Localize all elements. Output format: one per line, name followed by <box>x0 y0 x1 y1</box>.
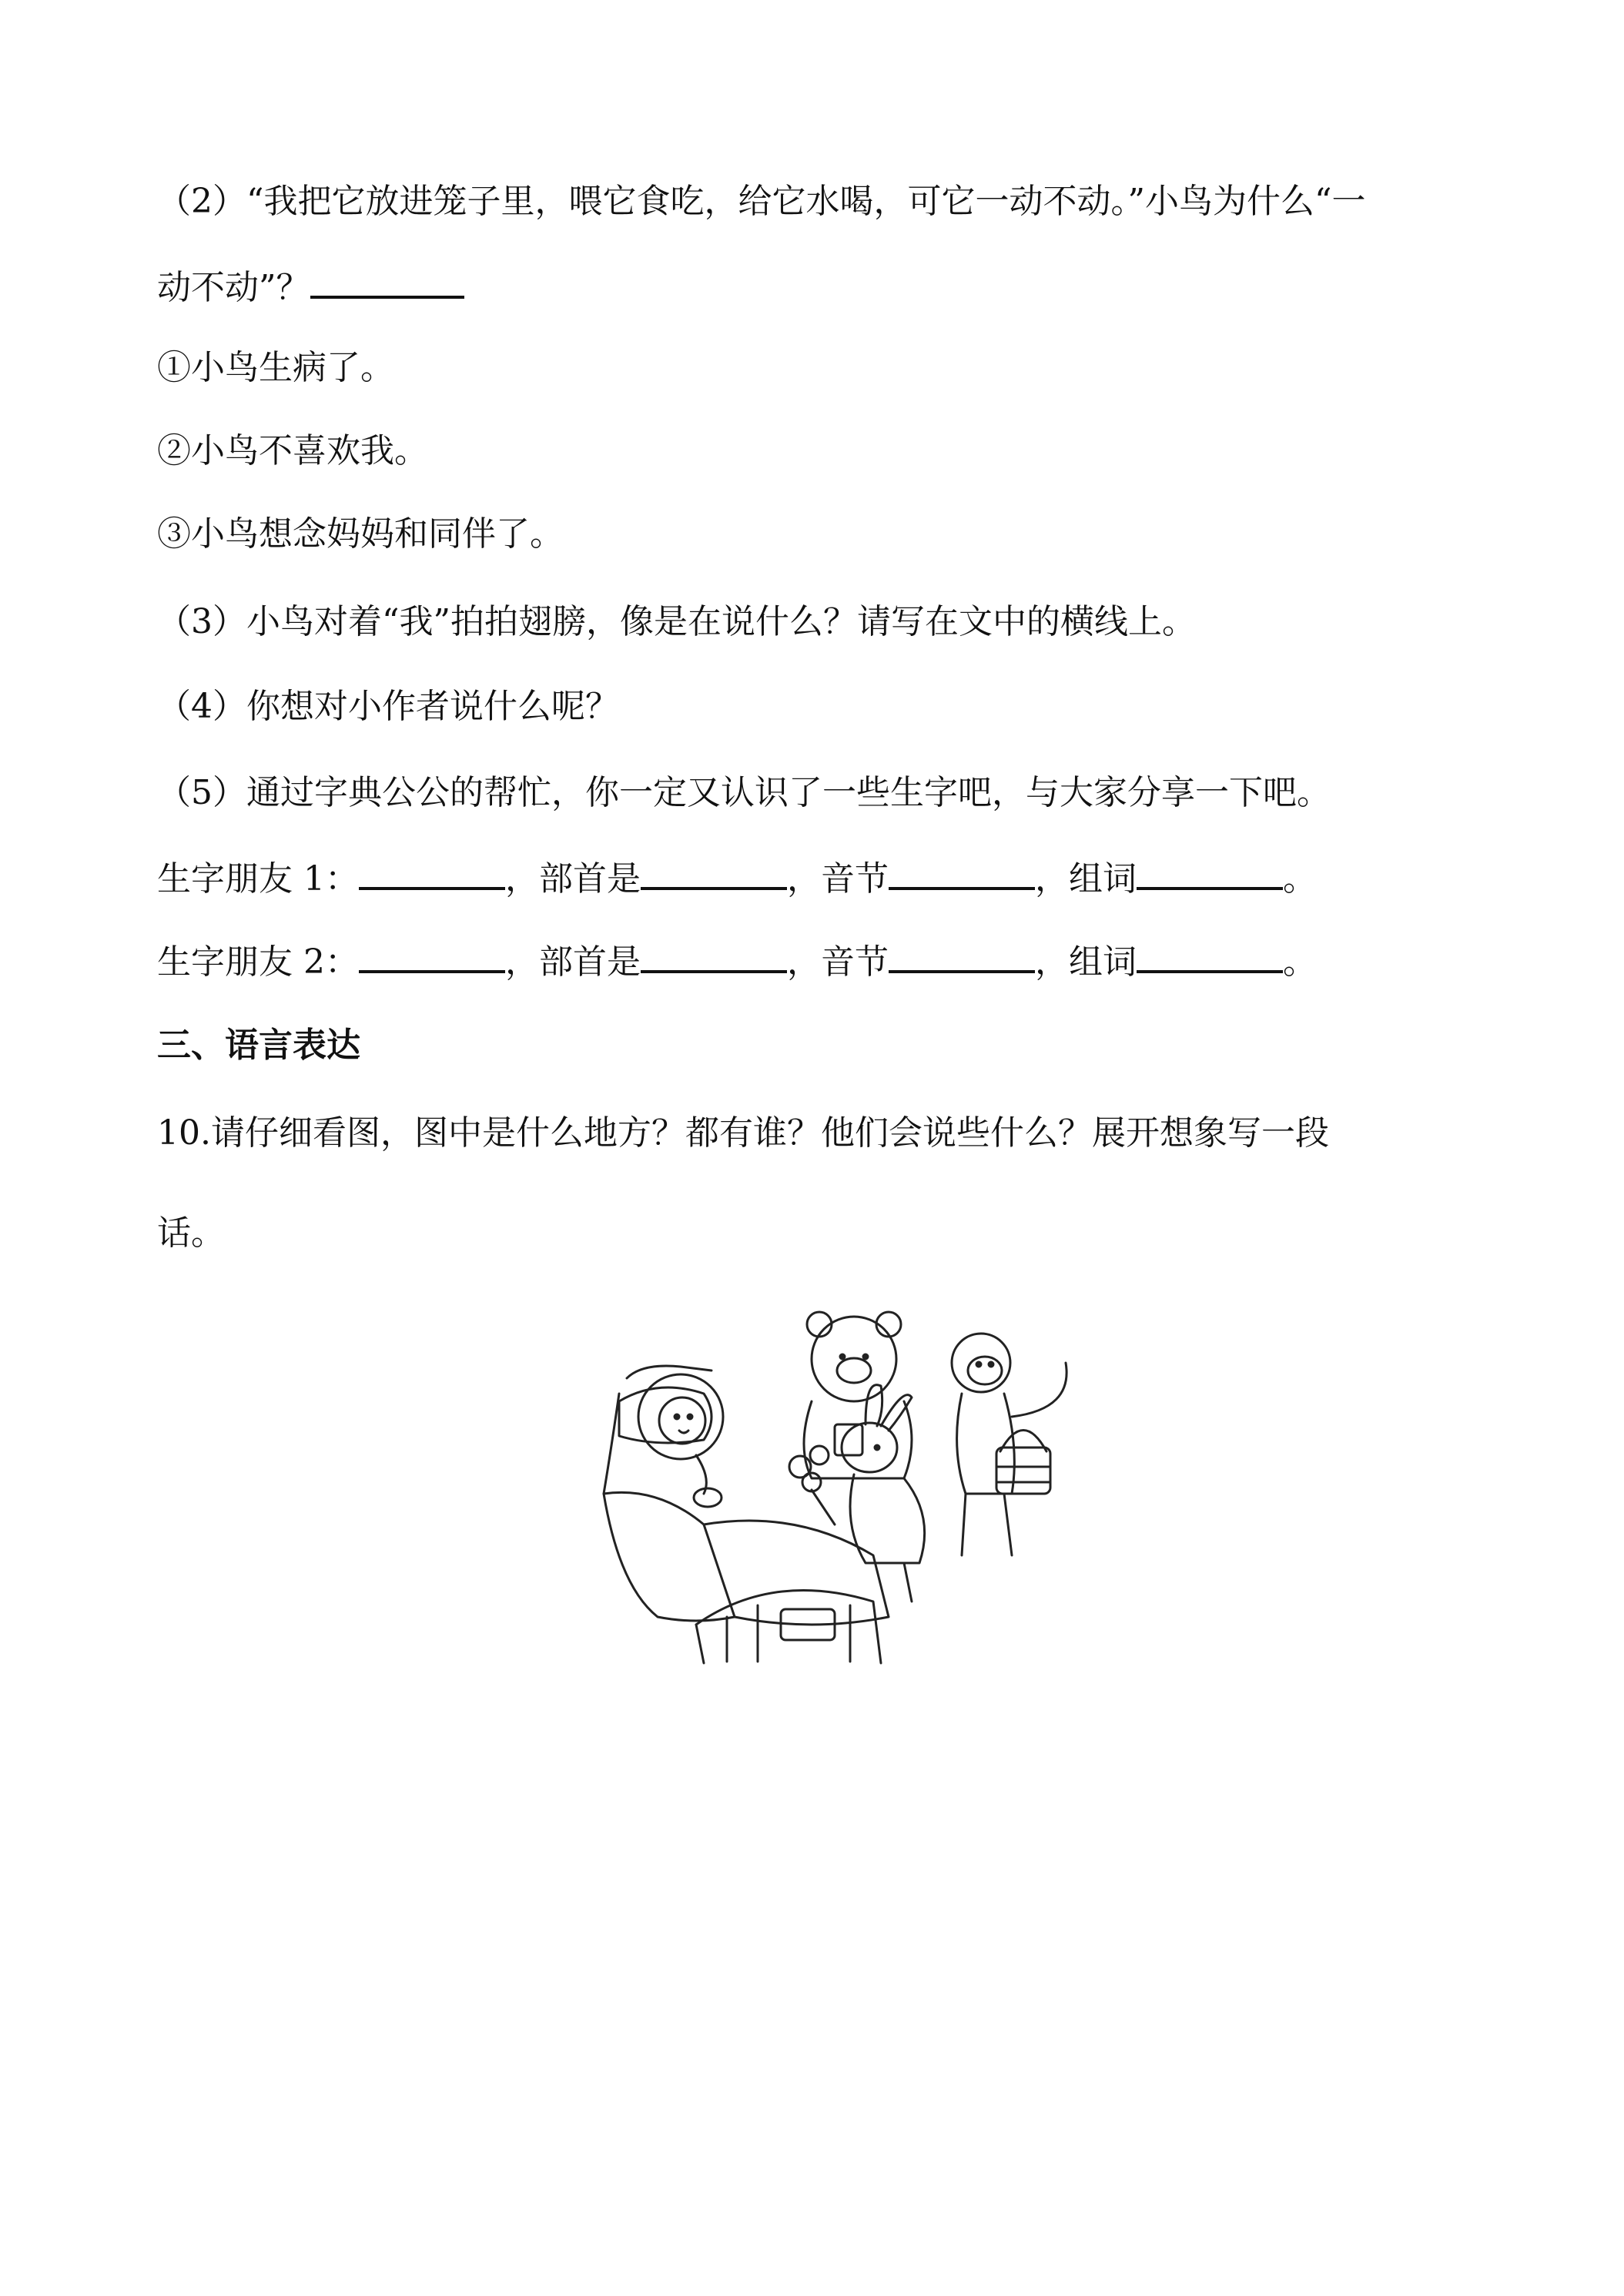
q2-line1: （2）“我把它放进笼子里，喂它食吃，给它水喝，可它一动不动。”小鸟为什么“一 <box>157 182 1366 221</box>
radical-label: ，部首是 <box>504 859 641 899</box>
hospital-visit-illustration <box>504 1294 1120 1678</box>
friend-label: 生字朋友 2： <box>157 942 359 982</box>
section-heading: 三、语言表达 <box>157 1026 360 1065</box>
word-label: ，组词 <box>1034 942 1137 982</box>
word-blank[interactable] <box>1137 936 1283 973</box>
char-blank[interactable] <box>359 936 505 973</box>
friend-label: 生字朋友 1： <box>157 859 359 899</box>
end-mark: 。 <box>1282 942 1317 982</box>
radical-blank[interactable] <box>641 936 787 973</box>
option-1: ①小鸟生病了。 <box>157 348 394 387</box>
syllable-blank[interactable] <box>889 853 1035 890</box>
q2-line2-text: 动不动”？ <box>157 268 310 307</box>
q2-line2 <box>157 262 464 311</box>
char-blank[interactable] <box>359 853 505 890</box>
end-mark: 。 <box>1282 859 1317 899</box>
word-label: ，组词 <box>1034 859 1137 899</box>
radical-label: ，部首是 <box>504 942 641 982</box>
radical-blank[interactable] <box>641 853 787 890</box>
char-friend-1 <box>157 853 1317 902</box>
q10-line2: 话。 <box>157 1213 225 1253</box>
option-3: ③小鸟想念妈妈和同伴了。 <box>157 514 564 554</box>
syllable-label: ，音节 <box>786 942 889 982</box>
q4: （4）你想对小作者说什么呢？ <box>157 687 619 726</box>
q2-answer-blank[interactable] <box>310 262 464 299</box>
q3: （3）小鸟对着“我”拍拍翅膀，像是在说什么？请写在文中的横线上。 <box>157 602 1196 641</box>
syllable-label: ，音节 <box>786 859 889 899</box>
char-friend-2 <box>157 936 1317 986</box>
option-2: ②小鸟不喜欢我。 <box>157 431 428 470</box>
syllable-blank[interactable] <box>889 936 1035 973</box>
word-blank[interactable] <box>1137 853 1283 890</box>
q10-line1: 10.请仔细看图，图中是什么地方？都有谁？他们会说些什么？展开想象写一段 <box>157 1113 1329 1153</box>
q5: （5）通过字典公公的帮忙，你一定又认识了一些生字吧，与大家分享一下吧。 <box>157 773 1331 812</box>
